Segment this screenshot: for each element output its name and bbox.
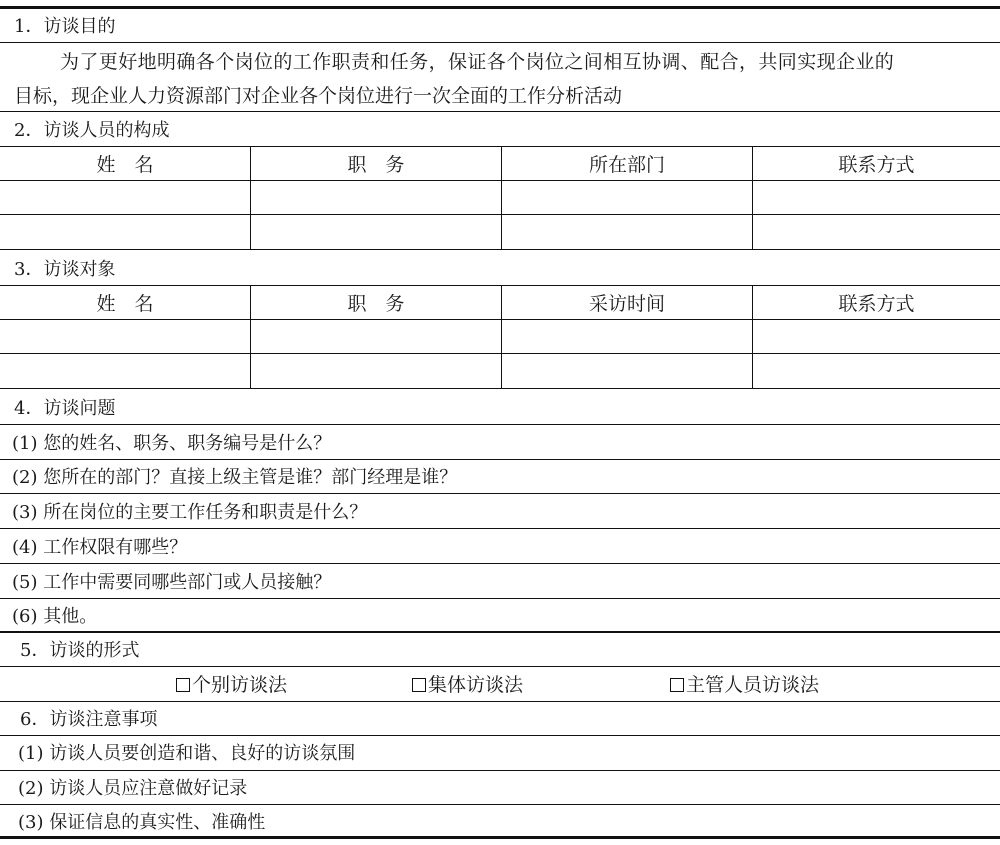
row-divider	[0, 804, 1000, 805]
row-divider	[0, 666, 1000, 667]
questions-heading: 4．访谈问题	[14, 398, 116, 419]
checkbox-icon[interactable]	[670, 678, 684, 692]
checkbox-icon[interactable]	[412, 678, 426, 692]
row-divider	[0, 388, 1000, 389]
purpose-heading: 1．访谈目的	[14, 16, 116, 37]
row-divider	[0, 180, 1000, 181]
purpose-paragraph-line-1: 为了更好地明确各个岗位的工作职责和任务，保证各个岗位之间相互协调、配合，共同实现企业的	[60, 51, 895, 73]
checkbox-icon[interactable]	[176, 678, 190, 692]
row-divider	[0, 214, 1000, 215]
row-divider	[0, 770, 1000, 771]
interviewees-col-contact: 联系方式	[838, 293, 915, 315]
interviewees-col-interview-time: 采访时间	[588, 293, 665, 315]
interviewers-col-contact: 联系方式	[838, 154, 915, 176]
question-item: (2) 您所在的部门？直接上级主管是谁？部门经理是谁？	[12, 467, 458, 488]
note-item: (1) 访谈人员要创造和谐、良好的访谈氛围	[18, 743, 356, 764]
row-divider	[0, 701, 1000, 702]
note-item: (2) 访谈人员应注意做好记录	[18, 778, 248, 799]
row-divider	[0, 111, 1000, 112]
interviewees-col-position: 职 务	[347, 293, 405, 315]
question-item: (4) 工作权限有哪些？	[12, 537, 188, 558]
format-option-label: 主管人员访谈法	[686, 674, 820, 696]
note-item: (3) 保证信息的真实性、准确性	[18, 812, 266, 833]
question-item: (1) 您的姓名、职务、职务编号是什么？	[12, 433, 332, 454]
format-option-group[interactable]	[412, 673, 523, 697]
row-divider	[0, 319, 1000, 320]
interviewers-heading: 2．访谈人员的构成	[14, 120, 170, 141]
interviewers-col-department: 所在部门	[588, 154, 665, 176]
question-item: (3) 所在岗位的主要工作任务和职责是什么？	[12, 502, 368, 523]
row-divider	[0, 563, 1000, 564]
row-divider	[0, 459, 1000, 460]
top-border	[0, 6, 1000, 9]
row-divider	[0, 249, 1000, 250]
interviewees-heading: 3．访谈对象	[14, 259, 116, 280]
format-option-label: 个别访谈法	[192, 674, 288, 696]
row-divider	[0, 42, 1000, 43]
row-divider	[0, 598, 1000, 599]
row-divider	[0, 424, 1000, 425]
row-divider	[0, 353, 1000, 354]
format-option-label: 集体访谈法	[428, 674, 524, 696]
format-option-supervisor[interactable]	[670, 673, 819, 697]
notes-heading: 6．访谈注意事项	[20, 709, 158, 730]
section-border	[0, 631, 1000, 633]
interviewees-col-name: 姓 名	[96, 293, 154, 315]
format-option-individual[interactable]	[176, 673, 287, 697]
question-item: (6) 其他。	[12, 606, 98, 627]
interviewers-col-position: 职 务	[347, 154, 405, 176]
question-item: (5) 工作中需要同哪些部门或人员接触？	[12, 572, 332, 593]
row-divider	[0, 146, 1000, 147]
row-divider	[0, 735, 1000, 736]
interviewers-col-name: 姓 名	[96, 154, 154, 176]
row-divider	[0, 493, 1000, 494]
row-divider	[0, 528, 1000, 529]
purpose-paragraph-line-2: 目标，现企业人力资源部门对企业各个岗位进行一次全面的工作分析活动	[14, 85, 623, 107]
bottom-border	[0, 836, 1000, 839]
row-divider	[0, 285, 1000, 286]
format-heading: 5．访谈的形式	[20, 640, 140, 661]
